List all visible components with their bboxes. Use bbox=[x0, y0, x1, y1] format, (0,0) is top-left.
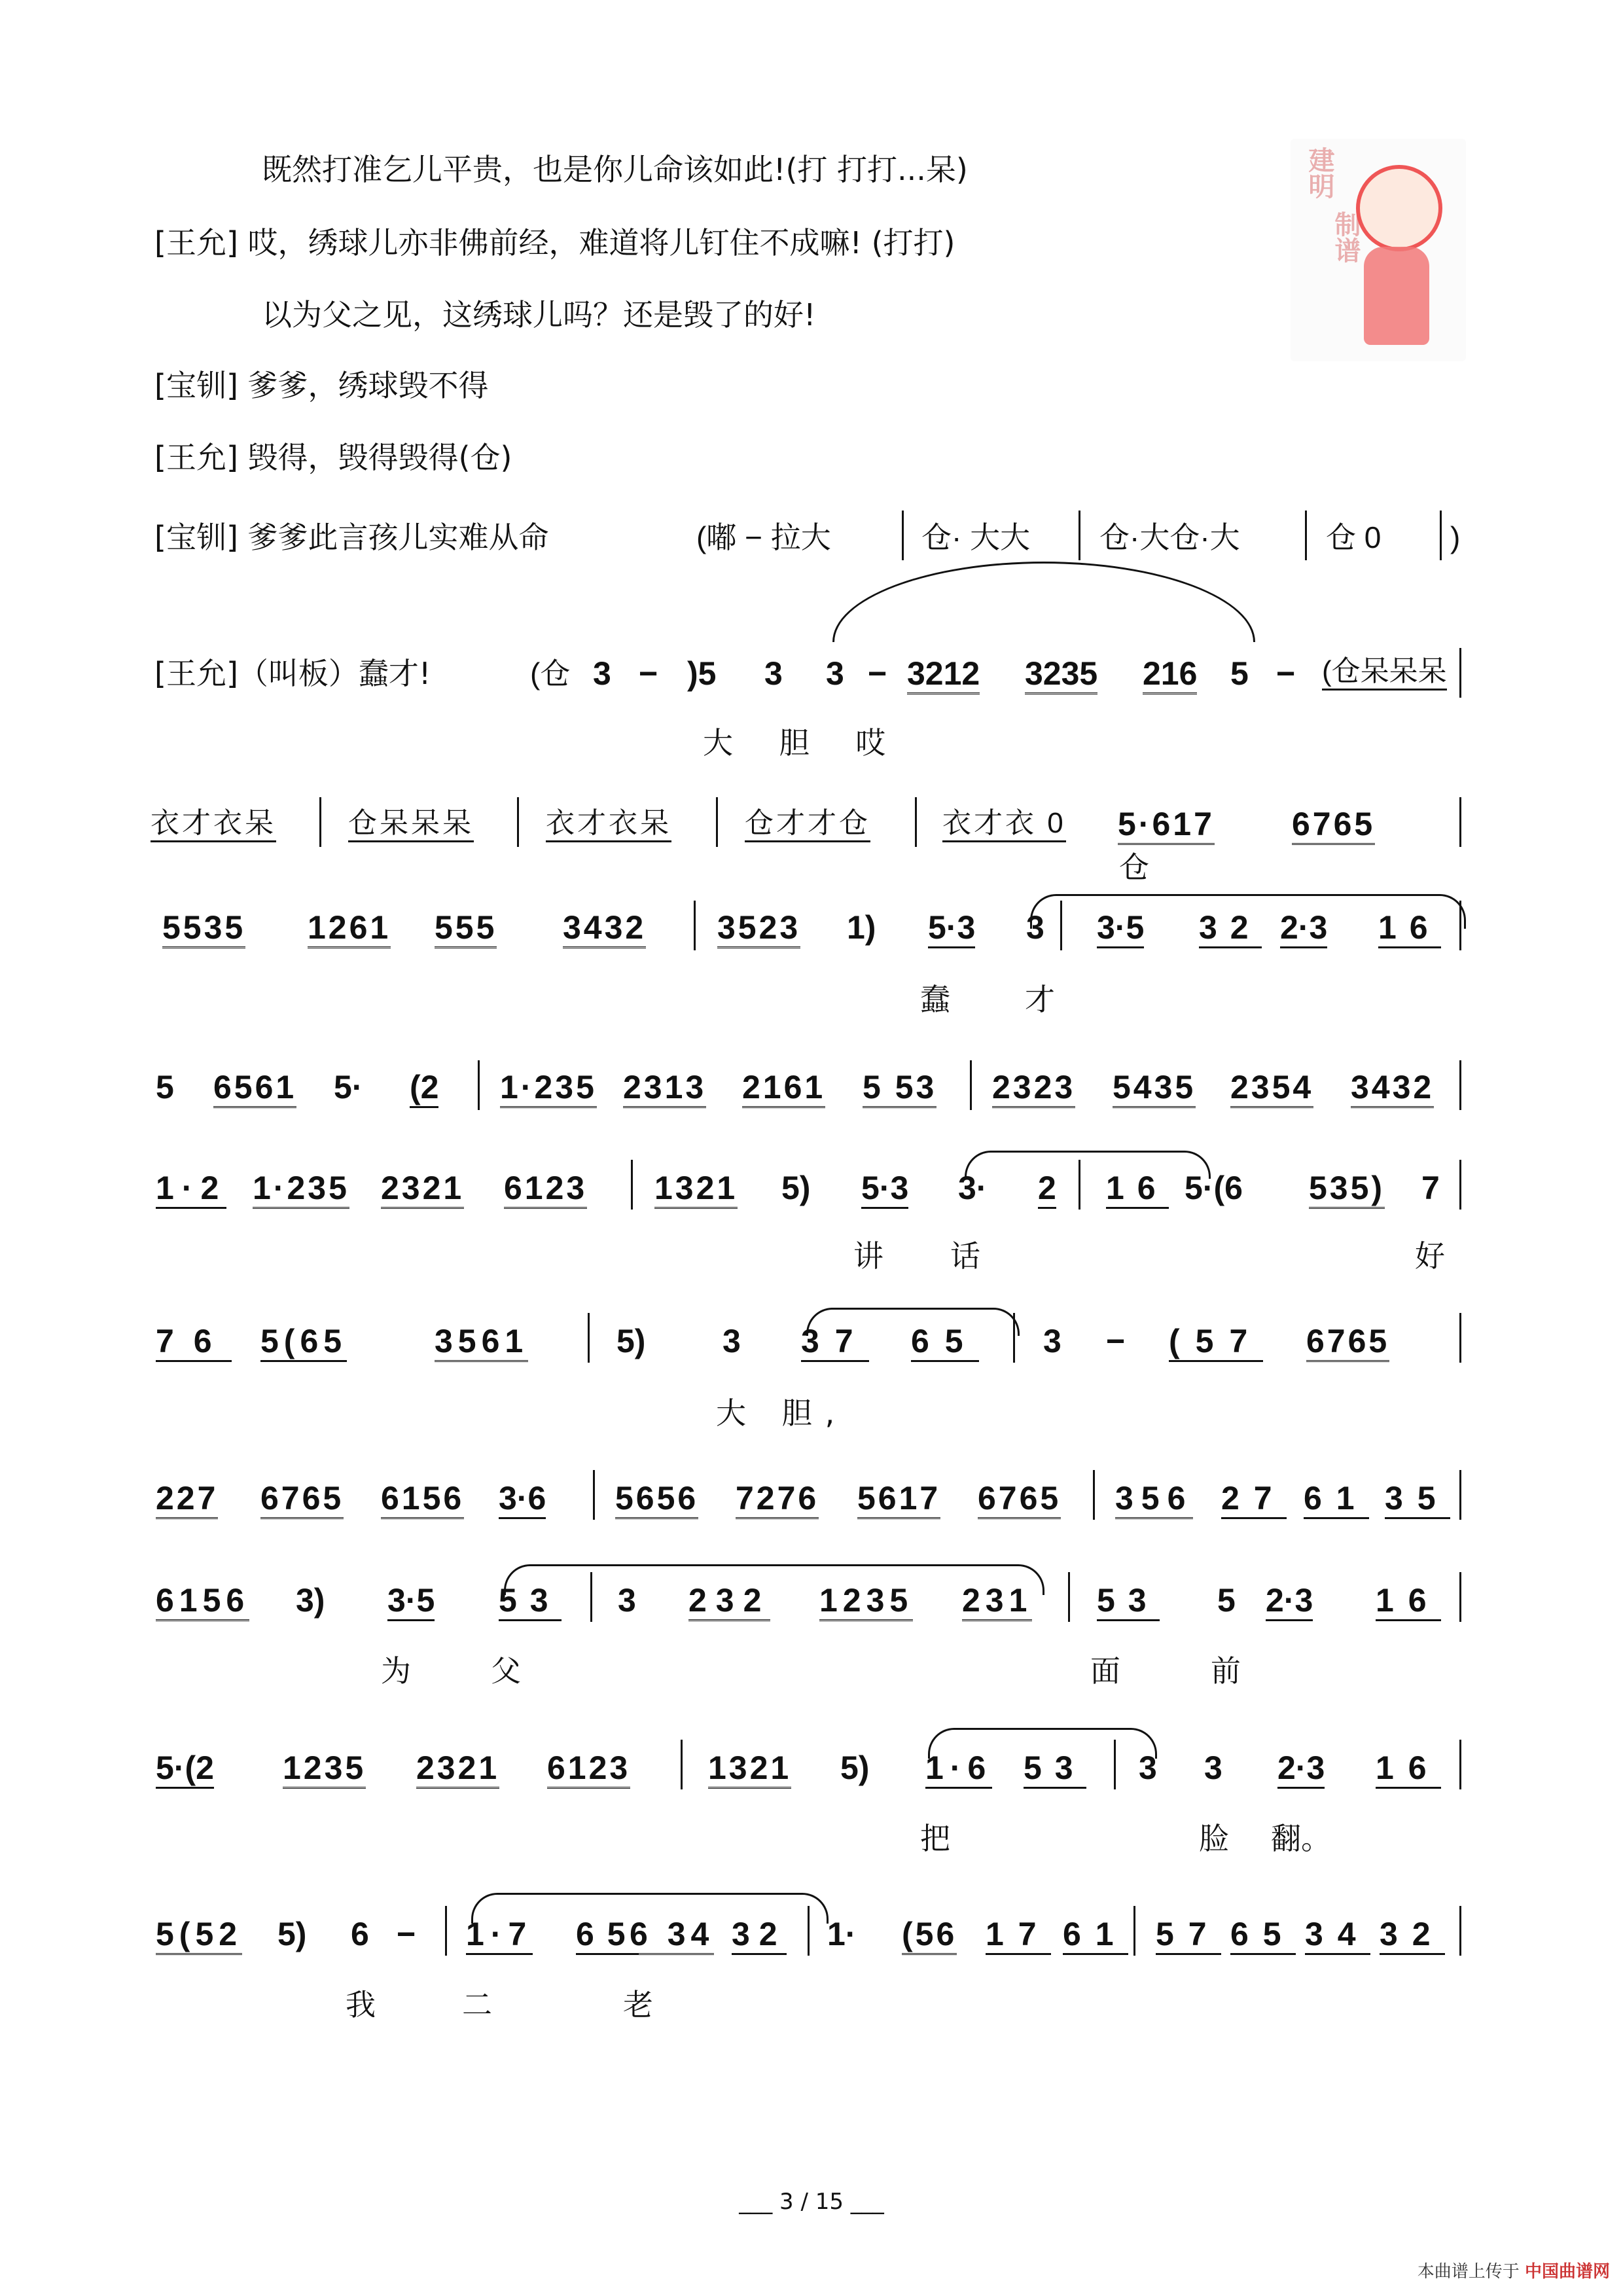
note: (2 bbox=[410, 1071, 438, 1108]
note: 3) bbox=[296, 1582, 325, 1619]
barline bbox=[808, 1906, 810, 1956]
note: 65 bbox=[576, 1918, 639, 1955]
opera-doll-body bbox=[1364, 247, 1429, 345]
lyric: 前 bbox=[1211, 1653, 1241, 1689]
note: 6765 bbox=[260, 1482, 344, 1519]
note: 3432 bbox=[563, 911, 646, 948]
lyric: 仓 bbox=[1119, 850, 1149, 885]
note: 16 bbox=[1376, 1584, 1441, 1621]
note: 3·5 bbox=[1097, 911, 1144, 948]
note: 5·3 bbox=[928, 911, 975, 948]
lyric: 翻。 bbox=[1271, 1821, 1331, 1856]
note: 3·5 bbox=[387, 1584, 435, 1621]
note: 5435 bbox=[1113, 1071, 1196, 1108]
lyric: 我 bbox=[346, 1987, 376, 2022]
note: − bbox=[397, 1916, 416, 1952]
note: (仓呆呆呆 bbox=[1322, 657, 1447, 691]
note: 3 bbox=[593, 655, 611, 692]
lyric: 为 bbox=[381, 1653, 411, 1689]
note: 6156 bbox=[381, 1482, 464, 1519]
note: 65 bbox=[911, 1325, 979, 1362]
barline bbox=[1060, 901, 1062, 950]
barline bbox=[915, 797, 917, 847]
barline bbox=[478, 1060, 480, 1110]
lyric: 蠢 bbox=[920, 982, 950, 1017]
note: − bbox=[1276, 655, 1296, 692]
site-credit bbox=[1418, 2258, 1610, 2282]
barline bbox=[319, 797, 321, 847]
note: 5(65 bbox=[260, 1325, 347, 1362]
barline bbox=[1459, 1060, 1461, 1110]
note: 232 bbox=[688, 1584, 770, 1621]
note: 35 bbox=[1385, 1482, 1450, 1519]
note: 37 bbox=[801, 1325, 869, 1362]
note: 3212 bbox=[907, 657, 980, 694]
perc-cell-2: 仓· 大大 bbox=[921, 520, 1031, 554]
note: 231 bbox=[962, 1584, 1032, 1621]
note: 1235 bbox=[283, 1751, 366, 1789]
barline bbox=[631, 1160, 633, 1210]
perc-cell: 衣才衣 0 bbox=[942, 809, 1066, 842]
note: 3432 bbox=[1351, 1071, 1434, 1108]
site-logo-text[interactable]: 中国曲谱网 bbox=[1524, 2262, 1610, 2282]
note: 32 bbox=[1380, 1918, 1445, 1955]
barline bbox=[970, 1060, 972, 1110]
note: 53 bbox=[499, 1584, 562, 1621]
note: 53 bbox=[1097, 1584, 1160, 1621]
opera-doll-icon bbox=[1356, 165, 1442, 251]
note: 1·6 bbox=[925, 1751, 992, 1789]
note: 2321 bbox=[381, 1172, 464, 1209]
slur bbox=[965, 1151, 1211, 1179]
note: 7276 bbox=[736, 1482, 819, 1519]
barline bbox=[1305, 511, 1307, 560]
note: 5656 bbox=[615, 1482, 698, 1519]
text-line-1: 既然打准乞儿平贵，也是你儿命该如此!(打 打打...呆) bbox=[262, 152, 968, 187]
barline bbox=[1440, 511, 1442, 560]
note: 1) bbox=[847, 909, 876, 946]
perc-cell-5: ) bbox=[1450, 520, 1461, 554]
barline bbox=[1079, 511, 1080, 560]
note: − bbox=[639, 655, 658, 692]
note: 1· bbox=[827, 1916, 857, 1952]
note: 16 bbox=[1378, 911, 1441, 948]
lyric: 大 胆 哎 bbox=[703, 725, 904, 761]
barline bbox=[1459, 1160, 1461, 1210]
lyric: 脸 bbox=[1199, 1821, 1229, 1856]
note: 1235 bbox=[819, 1584, 913, 1621]
note: 555 bbox=[435, 911, 497, 948]
barline bbox=[1459, 901, 1461, 950]
note: 6765 bbox=[1306, 1325, 1389, 1362]
note: 5) bbox=[277, 1916, 307, 1952]
barline bbox=[1079, 1160, 1080, 1210]
lyric: 面 bbox=[1090, 1653, 1120, 1689]
note: 5(52 bbox=[156, 1918, 242, 1955]
note: )5 bbox=[687, 655, 717, 692]
barline bbox=[681, 1740, 683, 1789]
note: 3 bbox=[1043, 1323, 1061, 1359]
note: 535) bbox=[1309, 1172, 1385, 1209]
perc-cell-1: (嘟 − 拉大 bbox=[696, 520, 831, 554]
barline bbox=[593, 1470, 595, 1520]
note: 5 bbox=[1230, 655, 1249, 692]
note: 6 34 bbox=[630, 1918, 714, 1955]
text-line-4: [宝钏] 爹爹，绣球毁不得 bbox=[154, 368, 489, 403]
note: 5617 bbox=[857, 1482, 940, 1519]
note: 27 bbox=[1221, 1482, 1287, 1519]
text-line-3: 以为父之见，这绣球儿吗？还是毁了的好! bbox=[262, 297, 816, 332]
barline bbox=[1459, 1740, 1461, 1789]
note: 2354 bbox=[1230, 1071, 1313, 1108]
speaker-line: [王允]（叫板）蠢才! bbox=[154, 656, 431, 691]
barline bbox=[1459, 648, 1461, 698]
page-number: ___ 3 / 15 ___ bbox=[739, 2189, 884, 2215]
note: 2·3 bbox=[1280, 911, 1327, 948]
barline bbox=[716, 797, 718, 847]
note: 3235 bbox=[1025, 657, 1097, 694]
lyric: 话 bbox=[950, 1238, 980, 1274]
note: 3 bbox=[618, 1582, 636, 1619]
note: 5·617 bbox=[1118, 808, 1215, 845]
lyric: 父 bbox=[491, 1653, 521, 1689]
barline bbox=[1459, 1572, 1461, 1622]
note: 6765 bbox=[978, 1482, 1061, 1519]
barline bbox=[1114, 1740, 1116, 1789]
note: 53 bbox=[1024, 1751, 1086, 1789]
barline bbox=[588, 1313, 590, 1363]
barline bbox=[1459, 797, 1461, 847]
note: 5·(2 bbox=[156, 1751, 214, 1789]
note: 5 bbox=[156, 1069, 174, 1105]
note: 5·(6 bbox=[1185, 1170, 1243, 1206]
note: 32 bbox=[732, 1918, 787, 1955]
note: 61 bbox=[1304, 1482, 1369, 1519]
note: 6156 bbox=[156, 1584, 249, 1621]
composer-seal bbox=[1291, 139, 1466, 361]
note: (仓 bbox=[530, 656, 571, 691]
note: 216 bbox=[1143, 657, 1197, 694]
note: 2323 bbox=[992, 1071, 1075, 1108]
note: 1·7 bbox=[466, 1918, 533, 1955]
note: 2·3 bbox=[1277, 1751, 1325, 1789]
lyric: 把 bbox=[920, 1821, 950, 1856]
note: 76 bbox=[156, 1325, 232, 1362]
note: − bbox=[1106, 1323, 1126, 1359]
lyric: 好 bbox=[1415, 1238, 1445, 1274]
note: (57 bbox=[1169, 1325, 1263, 1362]
seal-text-1: 建明 bbox=[1304, 147, 1334, 199]
note: 2321 bbox=[416, 1751, 499, 1789]
note: 3·6 bbox=[499, 1482, 546, 1519]
note: 3 bbox=[826, 655, 844, 692]
note: 6123 bbox=[547, 1751, 630, 1789]
note: 1261 bbox=[308, 911, 391, 948]
note: 6 bbox=[351, 1916, 369, 1952]
note: 1321 bbox=[708, 1751, 791, 1789]
note: 3 bbox=[1026, 909, 1044, 946]
lyric: 大 胆, bbox=[716, 1395, 848, 1431]
note: 61 bbox=[1063, 1918, 1128, 1955]
note: 16 bbox=[1106, 1172, 1169, 1209]
lyric: 讲 bbox=[853, 1238, 883, 1274]
slur bbox=[832, 562, 1255, 642]
text-line-5: [王允] 毁得，毁得毁得(仓) bbox=[154, 440, 512, 475]
note: 227 bbox=[156, 1482, 218, 1519]
note: 6765 bbox=[1292, 808, 1375, 845]
barline bbox=[694, 901, 696, 950]
note: 2161 bbox=[742, 1071, 825, 1108]
barline bbox=[1459, 1906, 1461, 1956]
note: 5) bbox=[781, 1170, 811, 1206]
note: 2313 bbox=[623, 1071, 706, 1108]
note: 5) bbox=[840, 1749, 870, 1786]
note: 57 bbox=[1156, 1918, 1221, 1955]
note: 65 bbox=[1230, 1918, 1296, 1955]
lyric: 才 bbox=[1025, 982, 1055, 1017]
text-line-6: [宝钏] 爹爹此言孩儿实难从命 bbox=[154, 520, 549, 555]
note: 16 bbox=[1376, 1751, 1441, 1789]
perc-cell: 仓呆呆呆 bbox=[348, 809, 474, 842]
note: 3 bbox=[764, 655, 783, 692]
perc-cell-4: 仓 0 bbox=[1326, 520, 1382, 554]
barline bbox=[902, 511, 904, 560]
lyric: 老 bbox=[623, 1987, 653, 2022]
note: 6123 bbox=[504, 1172, 587, 1209]
note: (56 bbox=[902, 1918, 957, 1955]
note: 17 bbox=[986, 1918, 1051, 1955]
note: 3 bbox=[1204, 1749, 1222, 1786]
note: 7 bbox=[1421, 1170, 1440, 1206]
note: 1321 bbox=[654, 1172, 738, 1209]
note: 1·235 bbox=[253, 1172, 349, 1209]
lyric: 二 bbox=[462, 1987, 492, 2022]
barline bbox=[1013, 1313, 1015, 1363]
barline bbox=[1459, 1313, 1461, 1363]
note: 5·3 bbox=[861, 1172, 908, 1209]
note: 3 bbox=[1139, 1749, 1157, 1786]
note: 1·2 bbox=[156, 1172, 226, 1209]
note: 5) bbox=[616, 1323, 646, 1359]
note: 32 bbox=[1199, 911, 1262, 948]
barline bbox=[1093, 1470, 1095, 1520]
perc-cell-3: 仓·大仓·大 bbox=[1099, 520, 1240, 554]
note: 1·235 bbox=[500, 1071, 597, 1108]
perc-cell: 衣才衣呆 bbox=[151, 809, 276, 842]
note: − bbox=[868, 655, 887, 692]
note: 2 bbox=[1038, 1172, 1056, 1209]
barline bbox=[445, 1906, 447, 1956]
note: 5535 bbox=[162, 911, 245, 948]
barline bbox=[590, 1572, 592, 1622]
perc-cell: 衣才衣呆 bbox=[546, 809, 671, 842]
seal-text-2: 制谱 bbox=[1330, 211, 1361, 263]
note: 6561 bbox=[213, 1071, 296, 1108]
note: 5 bbox=[1217, 1582, 1236, 1619]
note: 3 bbox=[722, 1323, 741, 1359]
note: 356 bbox=[1115, 1482, 1193, 1519]
text-line-2: [王允] 哎，绣球儿亦非佛前经，难道将儿钉住不成嘛! (打打) bbox=[154, 225, 955, 260]
credit-prefix: 本曲谱上传于 bbox=[1417, 2262, 1520, 2282]
barline bbox=[1068, 1572, 1070, 1622]
note: 5 53 bbox=[863, 1071, 936, 1108]
note: 5· bbox=[334, 1069, 363, 1105]
barline bbox=[1133, 1906, 1135, 1956]
note: 3561 bbox=[435, 1325, 528, 1362]
note: 3· bbox=[958, 1170, 988, 1206]
note: 2·3 bbox=[1266, 1584, 1313, 1621]
note: 3523 bbox=[717, 911, 800, 948]
perc-cell: 仓才才仓 bbox=[745, 809, 870, 842]
barline bbox=[1459, 1470, 1461, 1520]
note: 34 bbox=[1305, 1918, 1370, 1955]
barline bbox=[517, 797, 519, 847]
